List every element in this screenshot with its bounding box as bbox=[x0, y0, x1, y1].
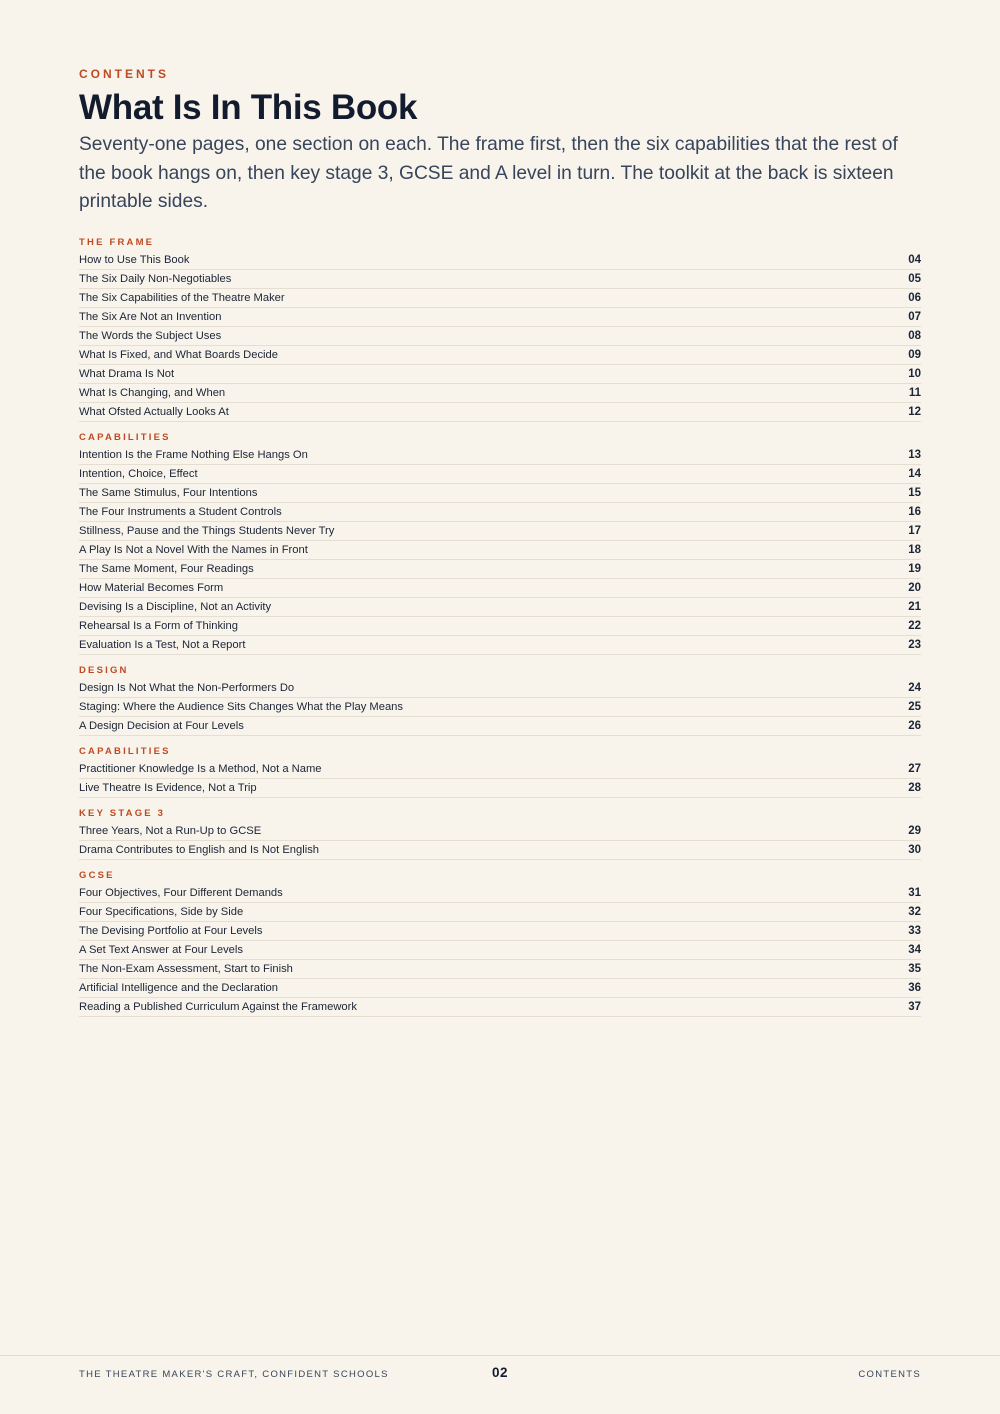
toc-entry-title: A Design Decision at Four Levels bbox=[79, 720, 244, 732]
footer-page-number: 02 bbox=[491, 1365, 509, 1380]
toc-entry-title: Artificial Intelligence and the Declaration bbox=[79, 982, 278, 994]
toc-entry[interactable] bbox=[79, 384, 921, 403]
toc-section-heading: KEY STAGE 3 bbox=[79, 808, 166, 819]
toc-entry-page: 08 bbox=[908, 330, 921, 342]
toc-entry-title: Rehearsal Is a Form of Thinking bbox=[79, 620, 238, 632]
toc-entry-page: 32 bbox=[908, 906, 921, 918]
toc-entry-title: A Set Text Answer at Four Levels bbox=[79, 944, 243, 956]
toc-entry-page: 07 bbox=[908, 311, 921, 323]
toc-entry-title: The Devising Portfolio at Four Levels bbox=[79, 925, 263, 937]
toc-entry-page: 25 bbox=[908, 701, 921, 713]
toc-entry-page: 23 bbox=[908, 639, 921, 651]
toc-entry[interactable] bbox=[79, 560, 921, 579]
toc-entry[interactable] bbox=[79, 484, 921, 503]
toc-entry[interactable] bbox=[79, 679, 921, 698]
toc-entry-title: The Non-Exam Assessment, Start to Finish bbox=[79, 963, 293, 975]
toc-entry[interactable] bbox=[79, 579, 921, 598]
toc-entry-page: 21 bbox=[908, 601, 921, 613]
toc-entry-page: 33 bbox=[908, 925, 921, 937]
toc-entry-page: 20 bbox=[908, 582, 921, 594]
toc-entry[interactable] bbox=[79, 327, 921, 346]
toc-entry[interactable] bbox=[79, 251, 921, 270]
toc-entry-page: 12 bbox=[908, 406, 921, 418]
toc-entry-page: 18 bbox=[908, 544, 921, 556]
toc-entry[interactable] bbox=[79, 636, 921, 655]
toc-entry[interactable] bbox=[79, 598, 921, 617]
toc-entry-title: The Four Instruments a Student Controls bbox=[79, 506, 282, 518]
toc-entry-title: Practitioner Knowledge Is a Method, Not a Name bbox=[79, 763, 322, 775]
toc-entry[interactable] bbox=[79, 403, 921, 422]
toc-entry[interactable] bbox=[79, 289, 921, 308]
toc-entry-title: Devising Is a Discipline, Not an Activity bbox=[79, 601, 272, 613]
toc-entry[interactable] bbox=[79, 308, 921, 327]
toc-entry-page: 06 bbox=[908, 292, 921, 304]
toc-entry-title: Three Years, Not a Run-Up to GCSE bbox=[79, 825, 262, 837]
toc-entry-title: How Material Becomes Form bbox=[79, 582, 224, 594]
toc-entry[interactable] bbox=[79, 884, 921, 903]
toc-entry-title: The Six Daily Non-Negotiables bbox=[79, 273, 232, 285]
toc-entry-title: Evaluation Is a Test, Not a Report bbox=[79, 639, 246, 651]
toc-entry-title: What Is Fixed, and What Boards Decide bbox=[79, 349, 278, 361]
toc-entry[interactable] bbox=[79, 346, 921, 365]
toc-entry-page: 04 bbox=[908, 254, 921, 266]
section-kicker: CONTENTS bbox=[79, 67, 169, 81]
toc-entry-page: 11 bbox=[908, 387, 921, 399]
toc-entry-title: The Six Are Not an Invention bbox=[79, 311, 222, 323]
toc-entry-title: Staging: Where the Audience Sits Changes What the Play Means bbox=[79, 701, 403, 713]
toc-entry[interactable] bbox=[79, 960, 921, 979]
toc-entry-page: 36 bbox=[908, 982, 921, 994]
toc-entry-page: 05 bbox=[908, 273, 921, 285]
toc-entry[interactable] bbox=[79, 503, 921, 522]
toc-entry[interactable] bbox=[79, 760, 921, 779]
toc-entry-page: 28 bbox=[908, 782, 921, 794]
toc-section-heading: DESIGN bbox=[79, 665, 129, 676]
toc-entry-page: 34 bbox=[908, 944, 921, 956]
toc-entry-title: Design Is Not What the Non-Performers Do bbox=[79, 682, 295, 694]
footer-book-title: THE THEATRE MAKER'S CRAFT, CONFIDENT SCHOOLS bbox=[79, 1369, 389, 1380]
toc-entry-page: 35 bbox=[908, 963, 921, 975]
toc-entry-title: The Same Stimulus, Four Intentions bbox=[79, 487, 258, 499]
toc-entry-title: Drama Contributes to English and Is Not English bbox=[79, 844, 320, 856]
toc-entry-title: Stillness, Pause and the Things Students Never Try bbox=[79, 525, 335, 537]
toc-entry-page: 29 bbox=[908, 825, 921, 837]
toc-entry-page: 16 bbox=[908, 506, 921, 518]
toc-entry[interactable] bbox=[79, 998, 921, 1017]
page-title: What Is In This Book bbox=[79, 88, 418, 127]
toc-entry-page: 30 bbox=[908, 844, 921, 856]
toc-entry-page: 19 bbox=[908, 563, 921, 575]
toc-entry[interactable] bbox=[79, 541, 921, 560]
toc-entry-page: 09 bbox=[908, 349, 921, 361]
toc-entry[interactable] bbox=[79, 465, 921, 484]
toc-entry-title: Reading a Published Curriculum Against the Framework bbox=[79, 1001, 357, 1013]
toc-entry-page: 31 bbox=[908, 887, 921, 899]
toc-section-heading: CAPABILITIES bbox=[79, 746, 171, 757]
toc-entry[interactable] bbox=[79, 698, 921, 717]
toc-entry-title: What Drama Is Not bbox=[79, 368, 175, 380]
toc-entry-page: 22 bbox=[908, 620, 921, 632]
toc-entry-title: How to Use This Book bbox=[79, 254, 190, 266]
toc-entry[interactable] bbox=[79, 841, 921, 860]
toc-entry[interactable] bbox=[79, 941, 921, 960]
intro-paragraph: Seventy-one pages, one section on each. The frame first, then the six capabilities that the rest of the book hangs on, then key stage 3, GCSE and A level in turn. The toolkit at the back is sixteen printable sides. bbox=[79, 134, 898, 212]
footer-section-name: CONTENTS bbox=[858, 1369, 921, 1380]
toc-entry-page: 24 bbox=[908, 682, 921, 694]
toc-entry-page: 13 bbox=[908, 449, 921, 461]
toc-entry[interactable] bbox=[79, 822, 921, 841]
toc-section-heading: GCSE bbox=[79, 870, 115, 881]
toc-entry[interactable] bbox=[79, 446, 921, 465]
toc-entry[interactable] bbox=[79, 779, 921, 798]
toc-entry-title: The Same Moment, Four Readings bbox=[79, 563, 254, 575]
toc-entry-page: 37 bbox=[908, 1001, 921, 1013]
toc-entry-page: 15 bbox=[908, 487, 921, 499]
toc-entry[interactable] bbox=[79, 270, 921, 289]
toc-entry[interactable] bbox=[79, 717, 921, 736]
toc-entry-title: Four Specifications, Side by Side bbox=[79, 906, 244, 918]
table-of-contents bbox=[79, 236, 921, 1017]
toc-entry[interactable] bbox=[79, 365, 921, 384]
toc-entry-page: 10 bbox=[908, 368, 921, 380]
page-footer bbox=[0, 1355, 1000, 1414]
toc-entry-page: 26 bbox=[908, 720, 921, 732]
toc-entry-title: What Ofsted Actually Looks At bbox=[79, 406, 229, 418]
toc-entry[interactable] bbox=[79, 903, 921, 922]
toc-entry-page: 17 bbox=[908, 525, 921, 537]
toc-entry-title: Four Objectives, Four Different Demands bbox=[79, 887, 283, 899]
toc-section-heading: THE FRAME bbox=[79, 237, 155, 248]
toc-entry[interactable] bbox=[79, 522, 921, 541]
toc-entry-title: Intention, Choice, Effect bbox=[79, 468, 198, 480]
toc-entry[interactable] bbox=[79, 922, 921, 941]
toc-entry-title: What Is Changing, and When bbox=[79, 387, 226, 399]
toc-entry-title: The Words the Subject Uses bbox=[79, 330, 222, 342]
toc-entry-page: 14 bbox=[908, 468, 921, 480]
toc-entry-title: Intention Is the Frame Nothing Else Hangs On bbox=[79, 449, 308, 461]
toc-entry[interactable] bbox=[79, 617, 921, 636]
toc-entry-page: 27 bbox=[908, 763, 921, 775]
toc-entry-title: Live Theatre Is Evidence, Not a Trip bbox=[79, 782, 257, 794]
toc-section-heading: CAPABILITIES bbox=[79, 432, 171, 443]
toc-entry[interactable] bbox=[79, 979, 921, 998]
toc-entry-title: The Six Capabilities of the Theatre Maker bbox=[79, 292, 285, 304]
toc-entry-title: A Play Is Not a Novel With the Names in Front bbox=[79, 544, 308, 556]
